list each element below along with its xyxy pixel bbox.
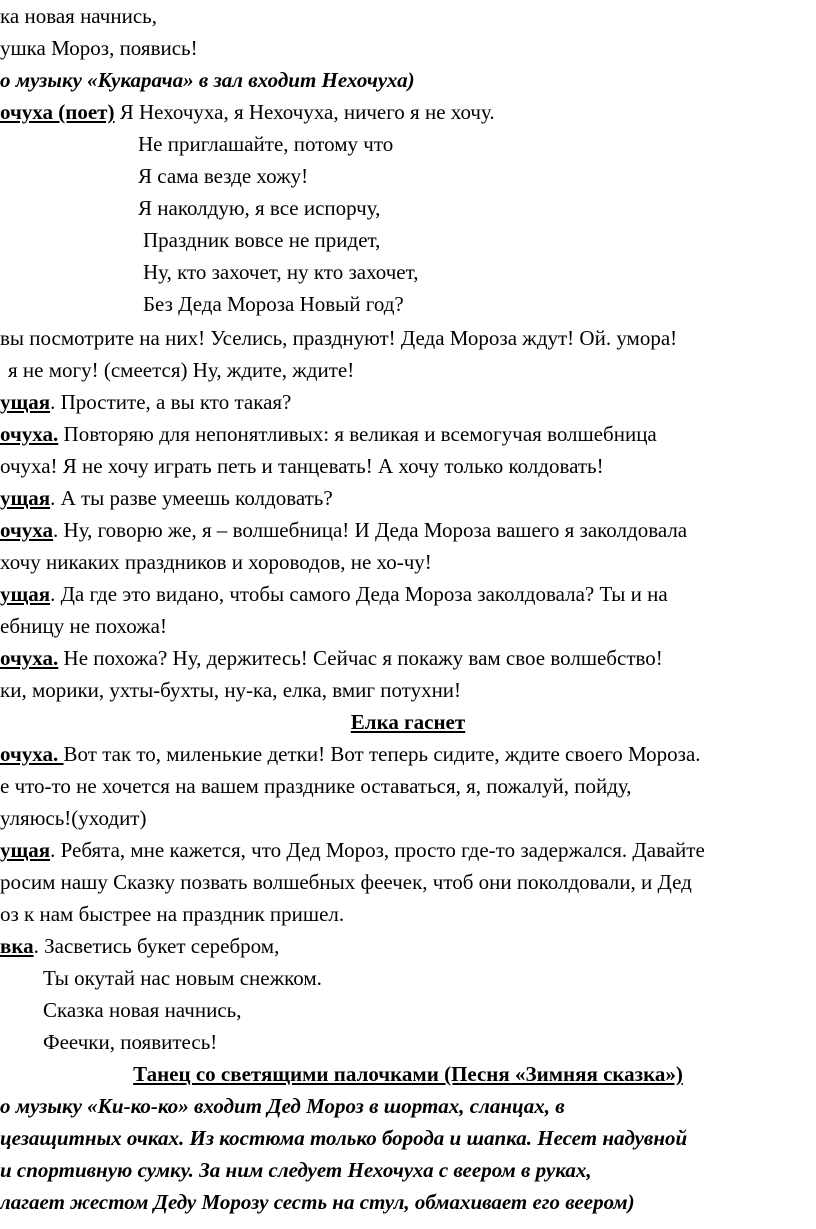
verse-line: Феечки, появитесь! bbox=[43, 1030, 218, 1054]
speaker-name: очуха bbox=[0, 518, 54, 542]
dialogue-line bbox=[0, 645, 663, 671]
verse-line: Сказка новая начнись, bbox=[43, 998, 242, 1022]
verse-line: ушка Мороз, появись! bbox=[0, 36, 198, 60]
dialogue-line: я не могу! (смеется) Ну, ждите, ждите! bbox=[8, 358, 355, 382]
dialogue-text: Повторяю для непонятливых: я великая и всемогучая волшебница bbox=[58, 422, 657, 446]
dialogue-text: . Ребята, мне кажется, что Дед Мороз, просто где-то задержался. Давайте bbox=[50, 838, 705, 862]
dialogue-line bbox=[0, 485, 333, 511]
dialogue-line: ебницу не похожа! bbox=[0, 614, 167, 638]
verse-line: Без Деда Мороза Новый год? bbox=[143, 292, 404, 316]
dialogue-text: Я Нехочуха, я Нехочуха, ничего я не хочу. bbox=[114, 100, 495, 124]
dialogue-text: Вот так то, миленькие детки! Вот теперь сидите, ждите своего Мороза. bbox=[63, 742, 701, 766]
verse-line: Не приглашайте, потому что bbox=[138, 132, 394, 156]
dialogue-line: росим нашу Сказку позвать волшебных феечек, чтоб они поколдовали, и Дед bbox=[0, 870, 692, 894]
dialogue-line: хочу никаких праздников и хороводов, не хо-чу! bbox=[0, 550, 432, 574]
scene-heading: Танец со светящими палочками (Песня «Зимняя сказка») bbox=[133, 1062, 683, 1086]
verse-line: Я наколдую, я все испорчу, bbox=[138, 196, 381, 220]
dialogue-line bbox=[0, 933, 279, 959]
verse-line: Ты окутай нас новым снежком. bbox=[43, 966, 322, 990]
dialogue-line bbox=[0, 99, 495, 125]
stage-direction: и спортивную сумку. За ним следует Нехочуха с веером в руках, bbox=[0, 1158, 592, 1182]
dialogue-line bbox=[0, 837, 705, 863]
dialogue-line bbox=[0, 741, 701, 767]
dialogue-text: . Ну, говорю же, я – волшебница! И Деда Мороза вашего я заколдовала bbox=[53, 518, 688, 542]
dialogue-line bbox=[0, 581, 668, 607]
dialogue-text: . Да где это видано, чтобы самого Деда Мороза заколдовала? Ты и на bbox=[50, 582, 668, 606]
speaker-name: ущая bbox=[0, 582, 51, 606]
dialogue-line: уляюсь!(уходит) bbox=[0, 806, 147, 830]
verse-line: Праздник вовсе не придет, bbox=[143, 228, 381, 252]
dialogue-text: Не похожа? Ну, держитесь! Сейчас я покажу вам свое волшебство! bbox=[58, 646, 663, 670]
dialogue-line: оз к нам быстрее на праздник пришел. bbox=[0, 902, 345, 926]
speaker-name: ущая bbox=[0, 838, 51, 862]
dialogue-text: . А ты разве умеешь колдовать? bbox=[50, 486, 333, 510]
dialogue-line bbox=[0, 517, 687, 543]
speaker-name: очуха. bbox=[0, 742, 64, 766]
verse-line: ка новая начнись, bbox=[0, 4, 157, 28]
dialogue-line: очуха! Я не хочу играть петь и танцевать! А хочу только колдовать! bbox=[0, 454, 604, 478]
verse-line: Ну, кто захочет, ну кто захочет, bbox=[143, 260, 419, 284]
speaker-name: очуха. bbox=[0, 646, 59, 670]
dialogue-text: . Засветись букет серебром, bbox=[33, 934, 280, 958]
dialogue-line: е что-то не хочется на вашем празднике оставаться, я, пожалуй, пойду, bbox=[0, 774, 632, 798]
stage-direction: цезащитных очках. Из костюма только борода и шапка. Несет надувной bbox=[0, 1126, 688, 1150]
verse-line: Я сама везде хожу! bbox=[138, 164, 309, 188]
dialogue-line: вы посмотрите на них! Уселись, празднуют! Деда Мороза ждут! Ой. умора! bbox=[0, 326, 678, 350]
dialogue-line bbox=[0, 389, 291, 415]
speaker-name: очуха. bbox=[0, 422, 59, 446]
speaker-name: ущая bbox=[0, 486, 51, 510]
dialogue-text: . Простите, а вы кто такая? bbox=[50, 390, 292, 414]
scene-heading: Елка гаснет bbox=[350, 710, 466, 734]
stage-direction: о музыку «Кукарача» в зал входит Нехочуха) bbox=[0, 68, 415, 92]
speaker-name: ущая bbox=[0, 390, 51, 414]
stage-direction: о музыку «Ки-ко-ко» входит Дед Мороз в шортах, сланцах, в bbox=[0, 1094, 565, 1118]
dialogue-line: ки, морики, ухты-бухты, ну-ка, елка, вмиг потухни! bbox=[0, 678, 462, 702]
speaker-name: вка bbox=[0, 934, 34, 958]
dialogue-line bbox=[0, 421, 657, 447]
stage-direction: лагает жестом Деду Морозу сесть на стул, обмахивает его веером) bbox=[0, 1190, 635, 1214]
speaker-name: очуха (поет) bbox=[0, 100, 115, 124]
